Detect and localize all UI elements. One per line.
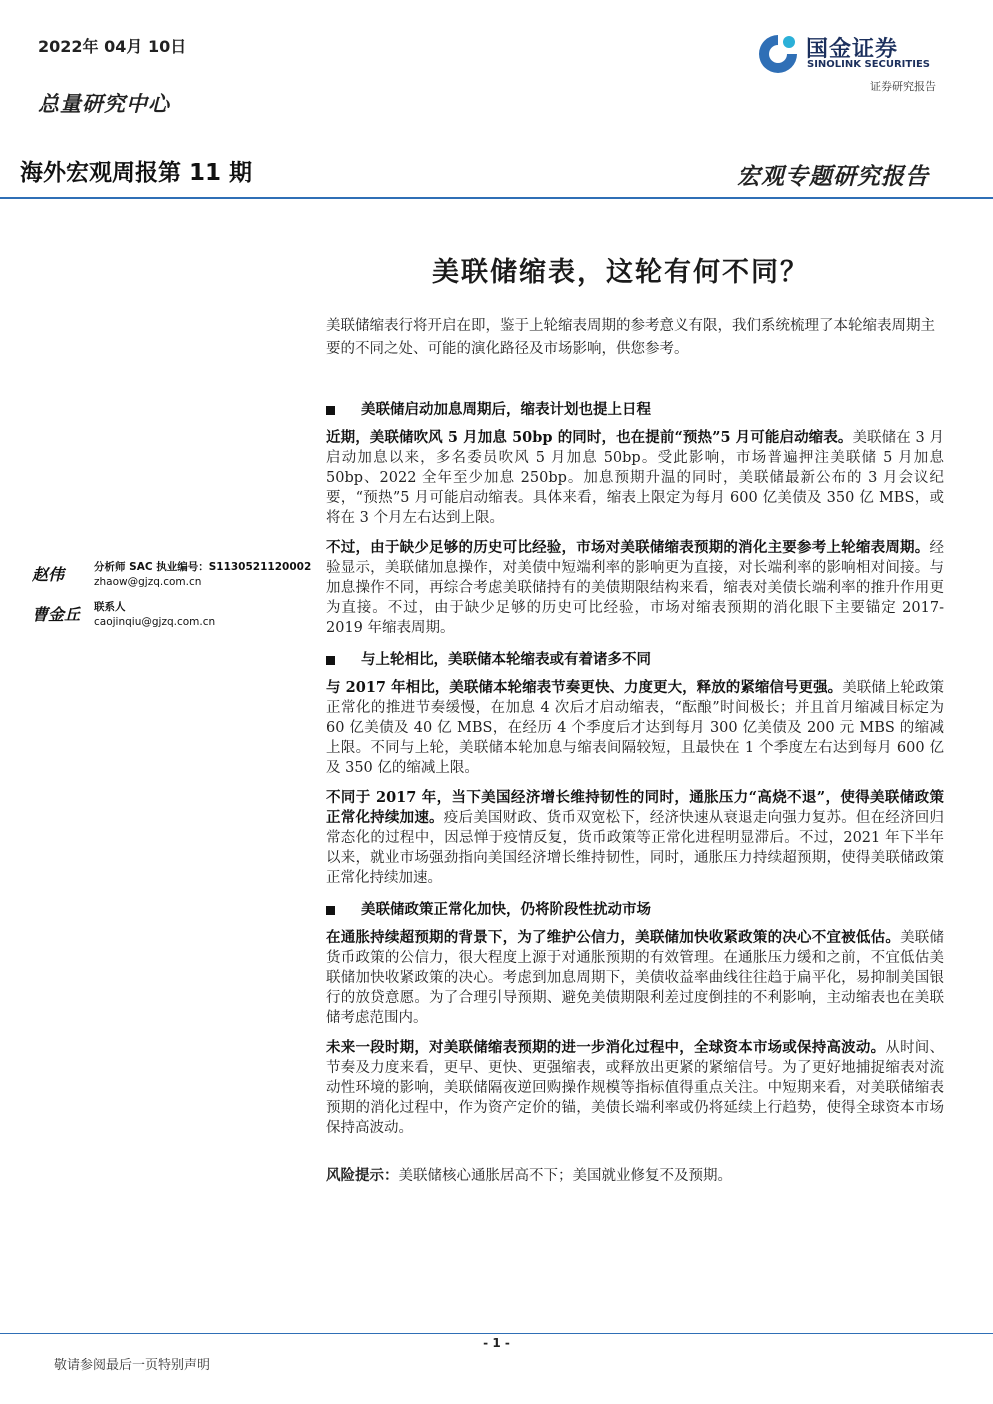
footer-divider [0,1333,993,1334]
body-paragraph: 与 2017 年相比，美联储本轮缩表节奏更快、力度更大，释放的紧缩信号更强。美联储上轮政策正常化的推进节奏缓慢，在加息 4 次后才启动缩表，“酝酿”时间极长；并且首月缩减目标定为 60 亿美债及 40 亿 MBS，在经历 4 个季度后才达到每月 300 亿美债及 200 元 MBS 的缩减上限。不同与上轮，美联储本轮加息与缩表间隔较短，且最快在 1 个季度左右达到每月 600 亿及 350 亿的缩减上限。 [326,679,945,776]
brand-subtitle: 证券研究报告 [870,80,936,93]
body-paragraph: 近期，美联储吹风 5 月加息 50bp 的同时，也在提前“预热”5 月可能启动缩表。美联储在 3 月启动加息以来，多名委员吹风 5 月加息 50bp。受此影响，市场普遍押注美联储 5 月加息 50bp、2022 全年至少加息 250bp。加息预期升温的同时，美联储最新公布的 3 月会议纪要，“预热”5 月可能启动缩表。具体来看，缩表上限定为每月 600 亿美债及 350 亿 MBS，或将在 3 个月左右达到上限。 [326,429,944,526]
header-divider [0,197,993,199]
brand-name-cn: 国金证券 [806,37,899,62]
author-name: 赵伟 [32,565,65,584]
author-panel [32,560,312,640]
author-role: 分析师 SAC 执业编号：S1130521120002 [94,561,312,573]
research-center: 总量研究中心 [38,91,170,116]
report-date: 2022年 04月 10日 [38,37,187,56]
page-title: 美联储缩表，这轮有何不同？ [432,257,809,288]
author-email[interactable]: zhaow@gjzq.com.cn [94,576,202,588]
body-paragraph: 未来一段时期，对美联储缩表预期的进一步消化过程中，全球资本市场或保持高波动。从时间、节奏及力度来看，更早、更快、更强缩表，或释放出更紧的紧缩信号。为了更好地捕捉缩表对流动性环境的影响，美联储隔夜逆回购操作规模等指标值得重点关注。中短期来看，对美联储缩表预期的消化过程中，作为资产定价的锚，美债长端利率或仍将延续上行趋势，使得全球资本市场保持高波动。 [326,1039,945,1136]
section-heading: 美联储启动加息周期后，缩表计划也提上日程 [326,398,944,422]
author-email[interactable]: caojinqiu@gjzq.com.cn [94,616,216,628]
author-name: 曹金丘 [32,605,81,624]
sinolink-logo-icon [756,32,800,76]
body-paragraph: 在通胀持续超预期的背景下，为了维护公信力，美联储加快收紧政策的决心不宜被低估。美联储货币政策的公信力，很大程度上源于对通胀预期的有效管理。在通胀压力缓和之前，不宜低估美联储加快收紧政策的决心。考虑到加息周期下，美债收益率曲线往往趋于扁平化，易抑制美国银行的放贷意愿。为了合理引导预期、避免美债期限利差过度倒挂的不利影响，主动缩表也在美联储考虑范围内。 [326,929,945,1026]
square-bullet-icon [326,906,335,915]
report-type: 宏观专题研究报告 [737,163,929,190]
section-heading: 与上轮相比，美联储本轮缩表或有着诸多不同 [326,648,944,672]
square-bullet-icon [326,656,335,665]
body-paragraph: 不同于 2017 年，当下美国经济增长维持韧性的同时，通胀压力“高烧不退”，使得美联储政策正常化持续加速。疫后美国财政、货币双宽松下，经济快速从衰退走向强力复苏。但在经济回归常态化的过程中，因忌惮于疫情反复，货币政策等正常化进程明显滞后。不过，2021 年下半年以来，就业市场强劲指向美国经济增长维持韧性，同时，通胀压力持续超预期，使得美联储政策正常化持续加速。 [326,789,945,886]
brand-name-en: SINOLINK SECURITIES [807,59,930,70]
main-content [326,398,944,1186]
author-role: 联系人 [94,601,126,613]
disclaimer-note: 敬请参阅最后一页特别声明 [54,1358,211,1373]
intro-paragraph: 美联储缩表行将开启在即，鉴于上轮缩表周期的参考意义有限，我们系统梳理了本轮缩表周期主要的不同之处、可能的演化路径及市场影响，供您参考。 [326,318,935,357]
author-entry [32,560,312,590]
body-paragraph: 不过，由于缺少足够的历史可比经验，市场对美联储缩表预期的消化主要参考上轮缩表周期。经验显示，美联储加息操作，对美债中短端利率的影响更为直接，对长端利率的影响相对间接。与加息操作不同，再综合考虑美联储持有的美债期限结构来看，缩表对美债长端利率的推升作用更为直接。不过，由于缺少足够的历史可比经验，市场对缩表预期的消化眼下主要锚定 2017-2019 年缩表周期。 [326,539,944,636]
issue-title: 海外宏观周报第 11 期 [20,160,253,186]
brand-logo [756,30,946,76]
risk-warning: 风险提示：美联储核心通胀居高不下；美国就业修复不及预期。 [326,1167,732,1184]
author-entry [32,600,312,630]
section-heading: 美联储政策正常化加快，仍将阶段性扰动市场 [326,898,944,922]
square-bullet-icon [326,406,335,415]
page-number: - 1 - [483,1336,510,1350]
